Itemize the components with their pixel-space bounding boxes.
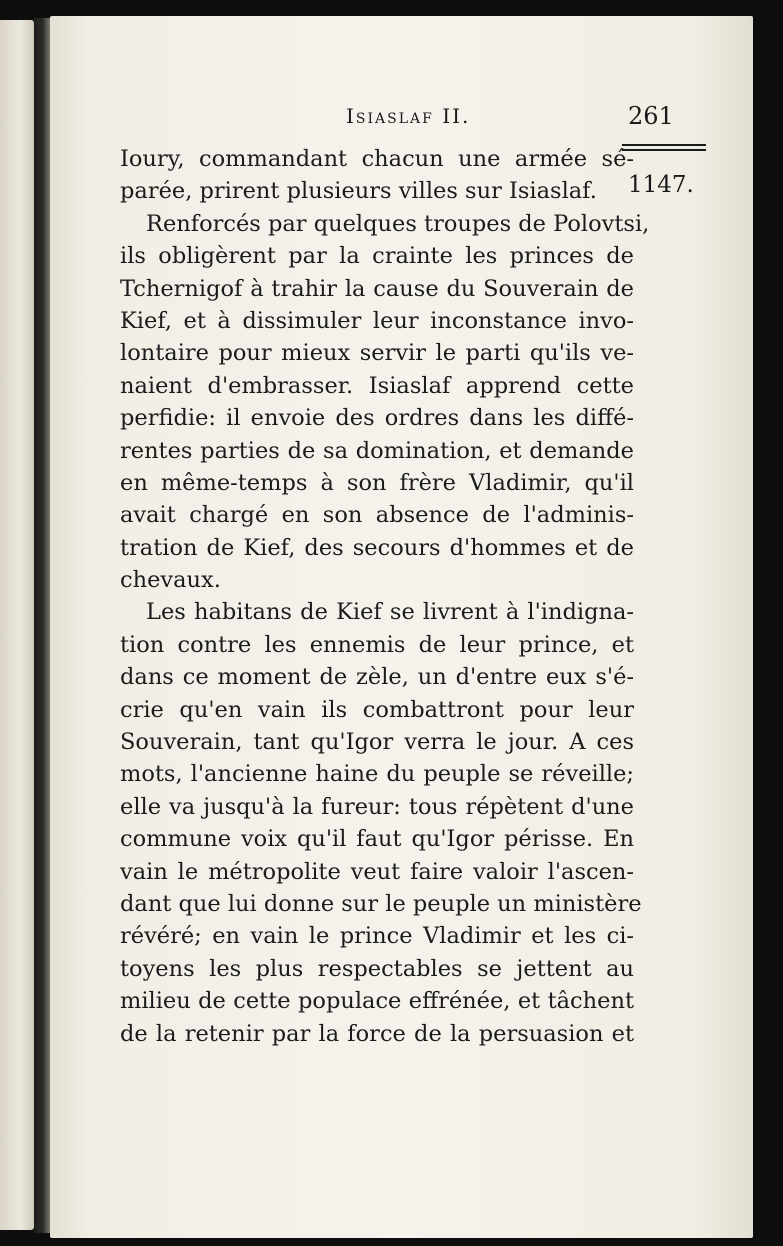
text-line: mots, l'ancienne haine du peuple se réveille;: [120, 761, 634, 788]
text-line: en même-temps à son frère Vladimir, qu'il: [120, 469, 634, 496]
text-line: milieu de cette populace effrénée, et tâchent: [120, 988, 634, 1015]
margin-year: 1147.: [628, 172, 694, 198]
running-head-title: Isiaslaf II.: [346, 104, 471, 128]
text-line: dans ce moment de zèle, un d'entre eux s'é-: [120, 664, 634, 691]
text-line: toyens les plus respectables se jettent au: [120, 955, 634, 982]
text-line: commune voix qu'il faut qu'Igor périsse. En: [120, 826, 634, 853]
text-line: Renforcés par quelques troupes de Polovtsi,: [146, 210, 650, 237]
text-line: parée, prirent plusieurs villes sur Isiaslaf.: [120, 178, 597, 205]
text-line: lontaire pour mieux servir le parti qu'ils ve-: [120, 340, 634, 367]
text-line: avait chargé en son absence de l'adminis-: [120, 502, 634, 529]
text-line: Souverain, tant qu'Igor verra le jour. A ces: [120, 729, 634, 756]
text-line: de la retenir par la force de la persuasion et: [120, 1020, 634, 1047]
text-line: naient d'embrasser. Isiaslaf apprend cette: [120, 372, 634, 399]
page-number: 261: [628, 102, 674, 130]
text-line: crie qu'en vain ils combattront pour leur: [120, 696, 634, 723]
text-line: Tchernigof à trahir la cause du Souverain de: [120, 275, 634, 302]
text-line: vain le métropolite veut faire valoir l'ascen-: [120, 858, 634, 885]
text-line: Les habitans de Kief se livrent à l'indigna-: [146, 599, 634, 626]
body-text: [120, 143, 650, 1050]
text-line: tion contre les ennemis de leur prince, et: [120, 631, 634, 658]
text-line: rentes parties de sa domination, et demande: [120, 437, 634, 464]
text-line: perfidie: il envoie des ordres dans les diffé-: [120, 405, 634, 432]
text-line: chevaux.: [120, 567, 221, 594]
text-line: ils obligèrent par la crainte les princes de: [120, 243, 634, 270]
text-line: tration de Kief, des secours d'hommes et de: [120, 534, 634, 561]
text-line: Kief, et à dissimuler leur inconstance invo-: [120, 307, 634, 334]
text-line: Ioury, commandant chacun une armée sé-: [120, 146, 634, 172]
text-line: elle va jusqu'à la fureur: tous répètent d'une: [120, 793, 634, 820]
text-line: dant que lui donne sur le peuple un ministère: [120, 890, 642, 917]
margin-rule-mark: [622, 144, 706, 156]
text-line: révéré; en vain le prince Vladimir et les ci-: [120, 923, 634, 950]
facing-page-edge: [0, 20, 34, 1230]
running-head: [50, 104, 753, 134]
